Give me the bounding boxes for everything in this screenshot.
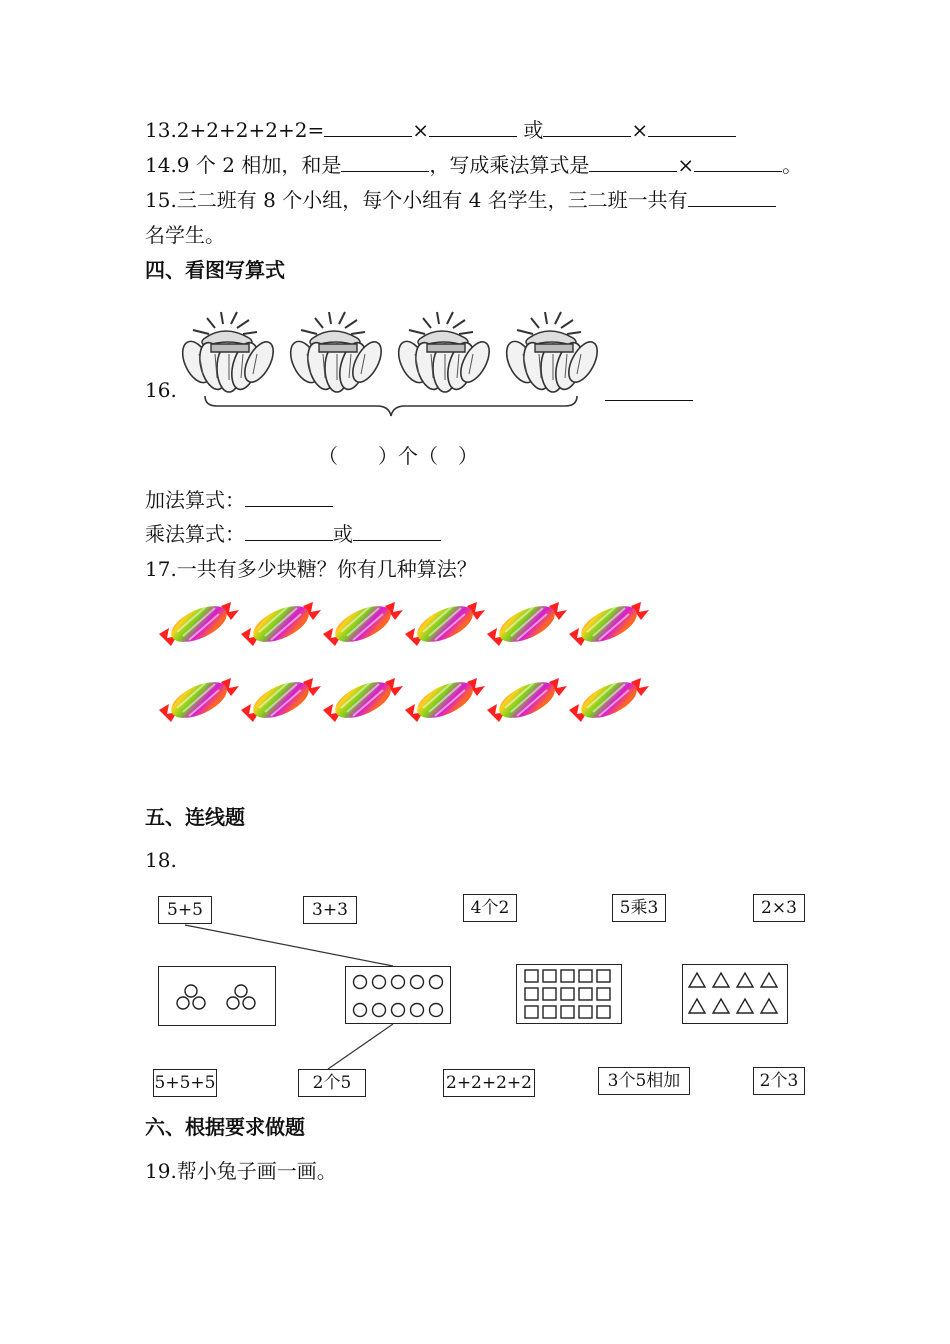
question-17: 17.一共有多少块糖？你有几种算法？ bbox=[145, 557, 477, 581]
bottom-box-3[interactable]: 2+2+2+2 bbox=[443, 1069, 535, 1097]
q14-text-2: ，写成乘法算式是 bbox=[429, 153, 590, 177]
q15-text-2: 名学生。 bbox=[145, 223, 225, 247]
top-box-2[interactable]: 3+3 bbox=[303, 896, 357, 924]
section-6-heading: 六、根据要求做题 bbox=[145, 1115, 305, 1139]
addition-label: 加法算式： bbox=[145, 488, 245, 512]
q15-text: 15.三二班有 8 个小组，每个小组有 4 名学生，三二班一共有 bbox=[145, 188, 688, 212]
top-box-5[interactable]: 2×3 bbox=[753, 894, 805, 922]
bottom-box-5[interactable]: 2个3 bbox=[753, 1067, 805, 1095]
multiplication-label: 乘法算式： bbox=[145, 522, 245, 546]
or-text: 或 bbox=[333, 522, 353, 546]
connector-line bbox=[328, 1024, 393, 1069]
connector-line bbox=[185, 925, 393, 966]
times-sign: × bbox=[631, 118, 649, 142]
times-sign: × bbox=[412, 118, 429, 142]
section-5-heading: 五、连线题 bbox=[145, 805, 245, 829]
top-box-4[interactable]: 5乘3 bbox=[612, 894, 666, 922]
q16-caption: （ ）个（ ） bbox=[318, 444, 478, 468]
bottom-box-2[interactable]: 2个5 bbox=[298, 1069, 366, 1097]
question-19: 19.帮小兔子画一画。 bbox=[145, 1159, 337, 1183]
times-sign: × bbox=[677, 153, 695, 177]
bottom-box-1[interactable]: 5+5+5 bbox=[153, 1069, 217, 1097]
section-4-heading: 四、看图写算式 bbox=[145, 258, 285, 282]
period: 。 bbox=[782, 153, 803, 177]
q18-number: 18. bbox=[145, 848, 177, 872]
q16-number: 16. bbox=[145, 378, 177, 402]
q13-text: 13.2+2+2+2+2= bbox=[145, 118, 325, 142]
or-text: 或 bbox=[523, 118, 544, 142]
bottom-box-4[interactable]: 3个5相加 bbox=[598, 1067, 690, 1095]
top-box-1[interactable]: 5+5 bbox=[158, 896, 212, 924]
q14-text: 14.9 个 2 相加，和是 bbox=[145, 153, 342, 177]
top-box-3[interactable]: 4个2 bbox=[463, 894, 517, 922]
